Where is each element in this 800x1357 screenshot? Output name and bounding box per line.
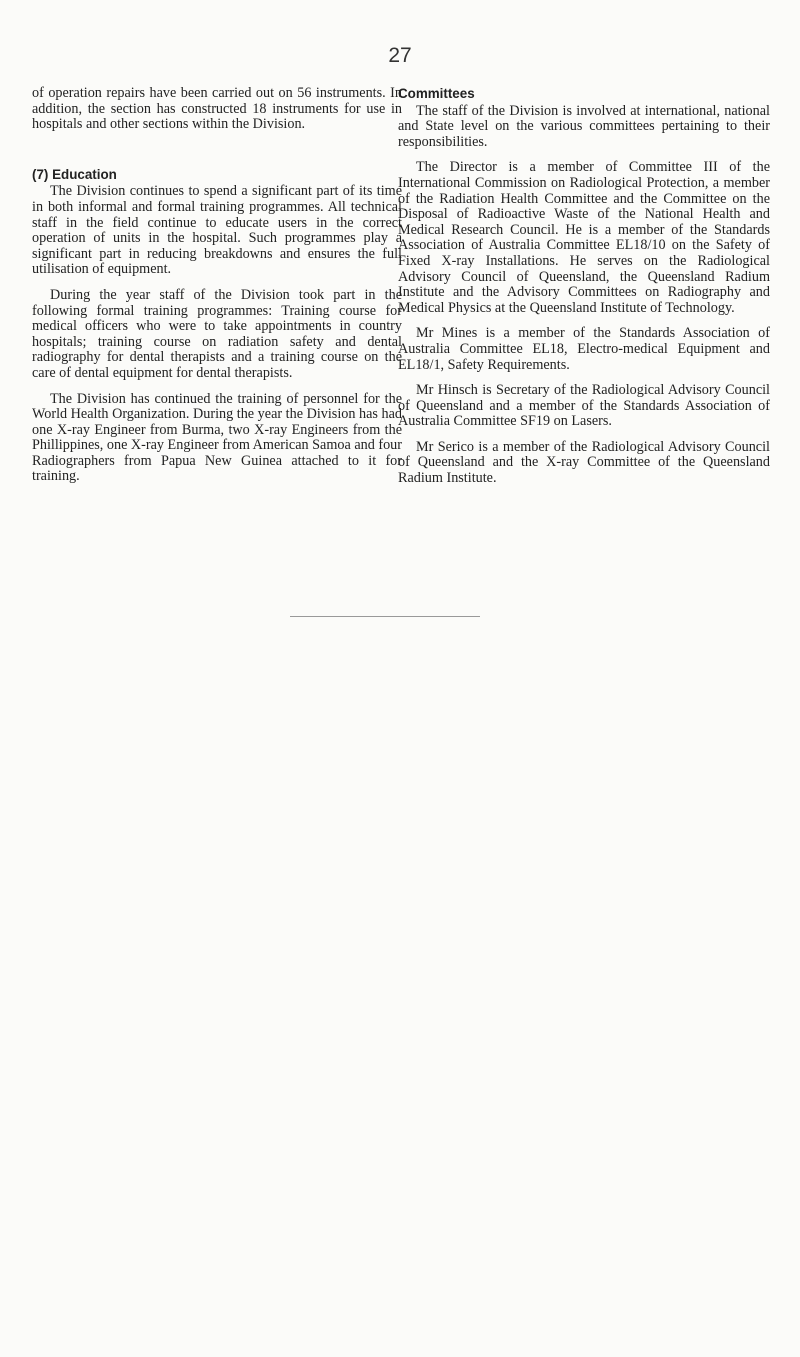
education-paragraph-1: The Division continues to spend a significant part of its time in both informal and formal training programmes. All technical staff in the field continue to educate users in the correct operation of units in the hospital. Such programmes play a significant part in reducing breakdowns and ensures the full utilisation of equipment. [32, 183, 402, 278]
committees-paragraph-2: The Director is a member of Committee III of the International Commission on Radiological Protection, a member of the Radiation Health Committee and the Committee on the Disposal of Radioactive Waste of the National Health and Medical Research Council. He is a member of the Standards Association of Australia Committee EL18/10 on the Safety of Fixed X-ray Installations. He serves on the Radiological Advisory Council of Queensland, the Queensland Radium Institute and the Advisory Committees on Radiography and Medical Physics at the Queensland Institute of Technology. [398, 159, 770, 316]
committees-paragraph-4: Mr Hinsch is Secretary of the Radiological Advisory Council of Queensland and a member of the Standards Association of Australia Committee SF19 on Lasers. [398, 382, 770, 430]
committees-paragraph-3: Mr Mines is a member of the Standards Association of Australia Committee EL18, Electro-medical Equipment and EL18/1, Safety Requirements. [398, 325, 770, 373]
committees-paragraph-5: Mr Serico is a member of the Radiological Advisory Council of Queensland and the X-ray Committee of the Queensland Radium Institute. [398, 438, 770, 487]
education-paragraph-2: During the year staff of the Division took part in the following formal training programmes: Training course for medical officers who were to take appointments in country hospitals; training course on radiation safety and dental radiography for dental therapists and a training course on the care of dental equipment for dental therapists. [32, 286, 402, 381]
intro-paragraph: of operation repairs have been carried out on 56 instruments. In addition, the section has constructed 18 instruments for use in hospitals and other sections within the Division. [32, 85, 402, 133]
education-paragraph-3: The Division has continued the training of personnel for the World Health Organization. During the year the Division has had one X-ray Engineer from Burma, two X-ray Engineers from the Phillippines, one X-ray Engineer from American Samoa and four Radiographers from Papua New Guinea attached to it for training. [32, 390, 402, 485]
section-end-rule [290, 616, 480, 617]
education-heading: (7) Education [32, 166, 117, 182]
spacer [32, 143, 402, 167]
left-column [32, 86, 402, 495]
committees-paragraph-1: The staff of the Division is involved at international, national and State level on the various committees pertaining to their responsibilities. [398, 102, 770, 150]
committees-heading: Committees [398, 86, 475, 101]
page-number: 27 [388, 44, 412, 67]
right-column [398, 86, 770, 497]
